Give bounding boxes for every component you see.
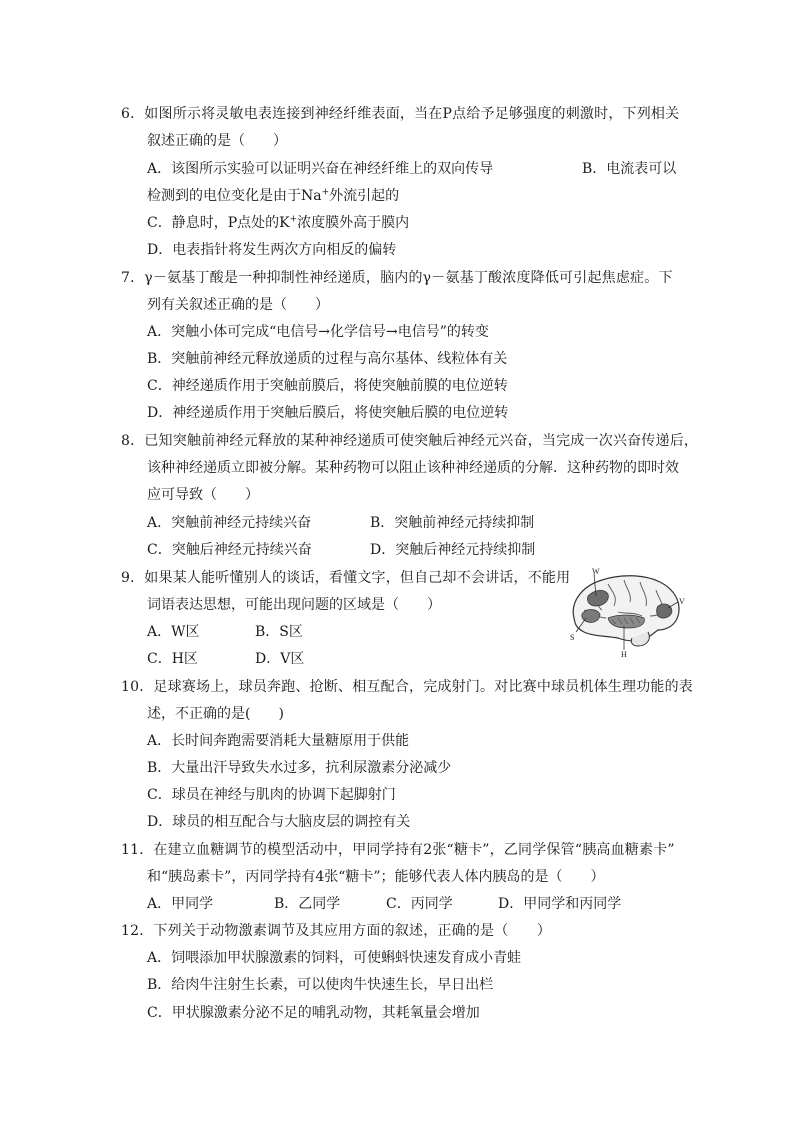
- q6-stem-line2: 叙述正确的是（ ）: [147, 133, 287, 149]
- q9-option-a: A．W区: [147, 624, 200, 640]
- q12-option-a: A．饲喂添加甲状腺激素的饲料，可使蝌蚪快速发育成小青蛙: [147, 950, 522, 966]
- q11-stem-line2: 和“胰岛素卡”，丙同学持有4张“糖卡”；能够代表人体内胰岛的是（ ）: [147, 869, 605, 885]
- q6-stem-line1: 6．如图所示将灵敏电表连接到神经纤维表面，当在P点给予足够强度的刺激时，下列相关: [121, 106, 680, 122]
- q11-option-d: D．甲同学和丙同学: [498, 896, 622, 912]
- q10-option-b: B．大量出汗导致失水过多，抗利尿激素分泌减少: [147, 760, 452, 776]
- q10-stem-line1: 10．足球赛场上，球员奔跑、抢断、相互配合，完成射门。对比赛中球员机体生理功能的表: [121, 679, 694, 695]
- q11-option-a: A．甲同学: [147, 896, 214, 912]
- q8-option-b: B．突触前神经元持续抑制: [370, 515, 535, 531]
- q7-option-b: B．突触前神经元释放递质的过程与高尔基体、线粒体有关: [147, 351, 508, 367]
- label-v: V: [679, 597, 685, 606]
- q7-option-d: D．神经递质作用于突触后膜后，将使突触后膜的电位逆转: [147, 405, 509, 421]
- label-s: S: [570, 633, 575, 642]
- q6-option-c-text: C．静息时，P点处的K: [147, 215, 290, 231]
- q7-stem-line1: 7．γ－氨基丁酸是一种抑制性神经递质，脑内的γ－氨基丁酸浓度降低可引起焦虑症。下: [121, 270, 673, 286]
- q6-option-d: D．电表指针将发生两次方向相反的偏转: [147, 242, 397, 258]
- q10-option-d: D．球员的相互配合与大脑皮层的调控有关: [147, 814, 411, 830]
- q8-stem-line3: 应可导致（ ）: [147, 487, 259, 503]
- q12-stem-line1: 12．下列关于动物激素调节及其应用方面的叙述，正确的是（ ）: [121, 923, 552, 939]
- label-w: W: [592, 567, 600, 576]
- q11-option-b: B．乙同学: [274, 896, 341, 912]
- q6-option-c-text-end: 浓度膜外高于膜内: [297, 215, 410, 231]
- q11-option-c: C．丙同学: [386, 896, 453, 912]
- q6-option-b-text-end: 外流引起的: [329, 188, 400, 204]
- q9-stem-line2: 词语表达思想，可能出现问题的区域是（ ）: [147, 597, 441, 613]
- q6-option-a: A．该图所示实验可以证明兴奋在神经纤维上的双向传导: [147, 161, 494, 177]
- q6-option-b-text: 检测到的电位变化是由于Na: [147, 188, 322, 204]
- q12-option-c: C．甲状腺激素分泌不足的哺乳动物，其耗氧量会增加: [147, 1005, 480, 1021]
- q11-stem-line1: 11．在建立血糖调节的模型活动中，甲同学持有2张“糖卡”，乙同学保管“胰高血糖素卡”: [121, 842, 675, 858]
- q12-option-b: B．给肉牛注射生长素，可以使肉牛快速生长，早日出栏: [147, 977, 494, 993]
- q8-stem-line1: 8．已知突触前神经元释放的某种神经递质可使突触后神经元兴奋，当完成一次兴奋传递后，: [121, 433, 699, 449]
- q6-option-c: [147, 213, 409, 233]
- q10-stem-line2: 述，不正确的是( ): [147, 706, 284, 722]
- q7-stem-line2: 列有关叙述正确的是（ ）: [147, 297, 329, 313]
- q9-option-b: B．S区: [255, 624, 303, 640]
- v-area-patch: [657, 604, 673, 618]
- q9-option-d: D．V区: [255, 651, 305, 667]
- label-h: H: [621, 650, 627, 658]
- q6-option-c-superscript: +: [289, 214, 298, 225]
- brain-cortex-figure: [562, 566, 686, 658]
- q8-option-d: D．突触后神经元持续抑制: [370, 542, 536, 558]
- q9-option-c: C．H区: [147, 651, 198, 667]
- q8-option-c: C．突触后神经元持续兴奋: [147, 542, 312, 558]
- q10-option-a: A．长时间奔跑需要消耗大量糖原用于供能: [147, 733, 410, 749]
- q8-option-a: A．突触前神经元持续兴奋: [147, 515, 312, 531]
- q6-option-b-superscript: +: [321, 187, 330, 198]
- q10-option-c: C．球员在神经与肌肉的协调下起脚射门: [147, 787, 396, 803]
- q9-stem-line1: 9．如果某人能听懂别人的谈话，看懂文字，但自己却不会讲话，不能用: [121, 570, 571, 586]
- q7-option-a: A．突触小体可完成“电信号→化学信号→电信号”的转变: [147, 324, 489, 340]
- q8-stem-line2: 该种神经递质立即被分解。某种药物可以阻止该种神经递质的分解．这种药物的即时效: [147, 460, 679, 476]
- q6-option-b: B．电流表可以: [582, 161, 677, 177]
- q7-option-c: C．神经递质作用于突触前膜后，将使突触前膜的电位逆转: [147, 378, 508, 394]
- q6-option-b-continued: [147, 186, 399, 206]
